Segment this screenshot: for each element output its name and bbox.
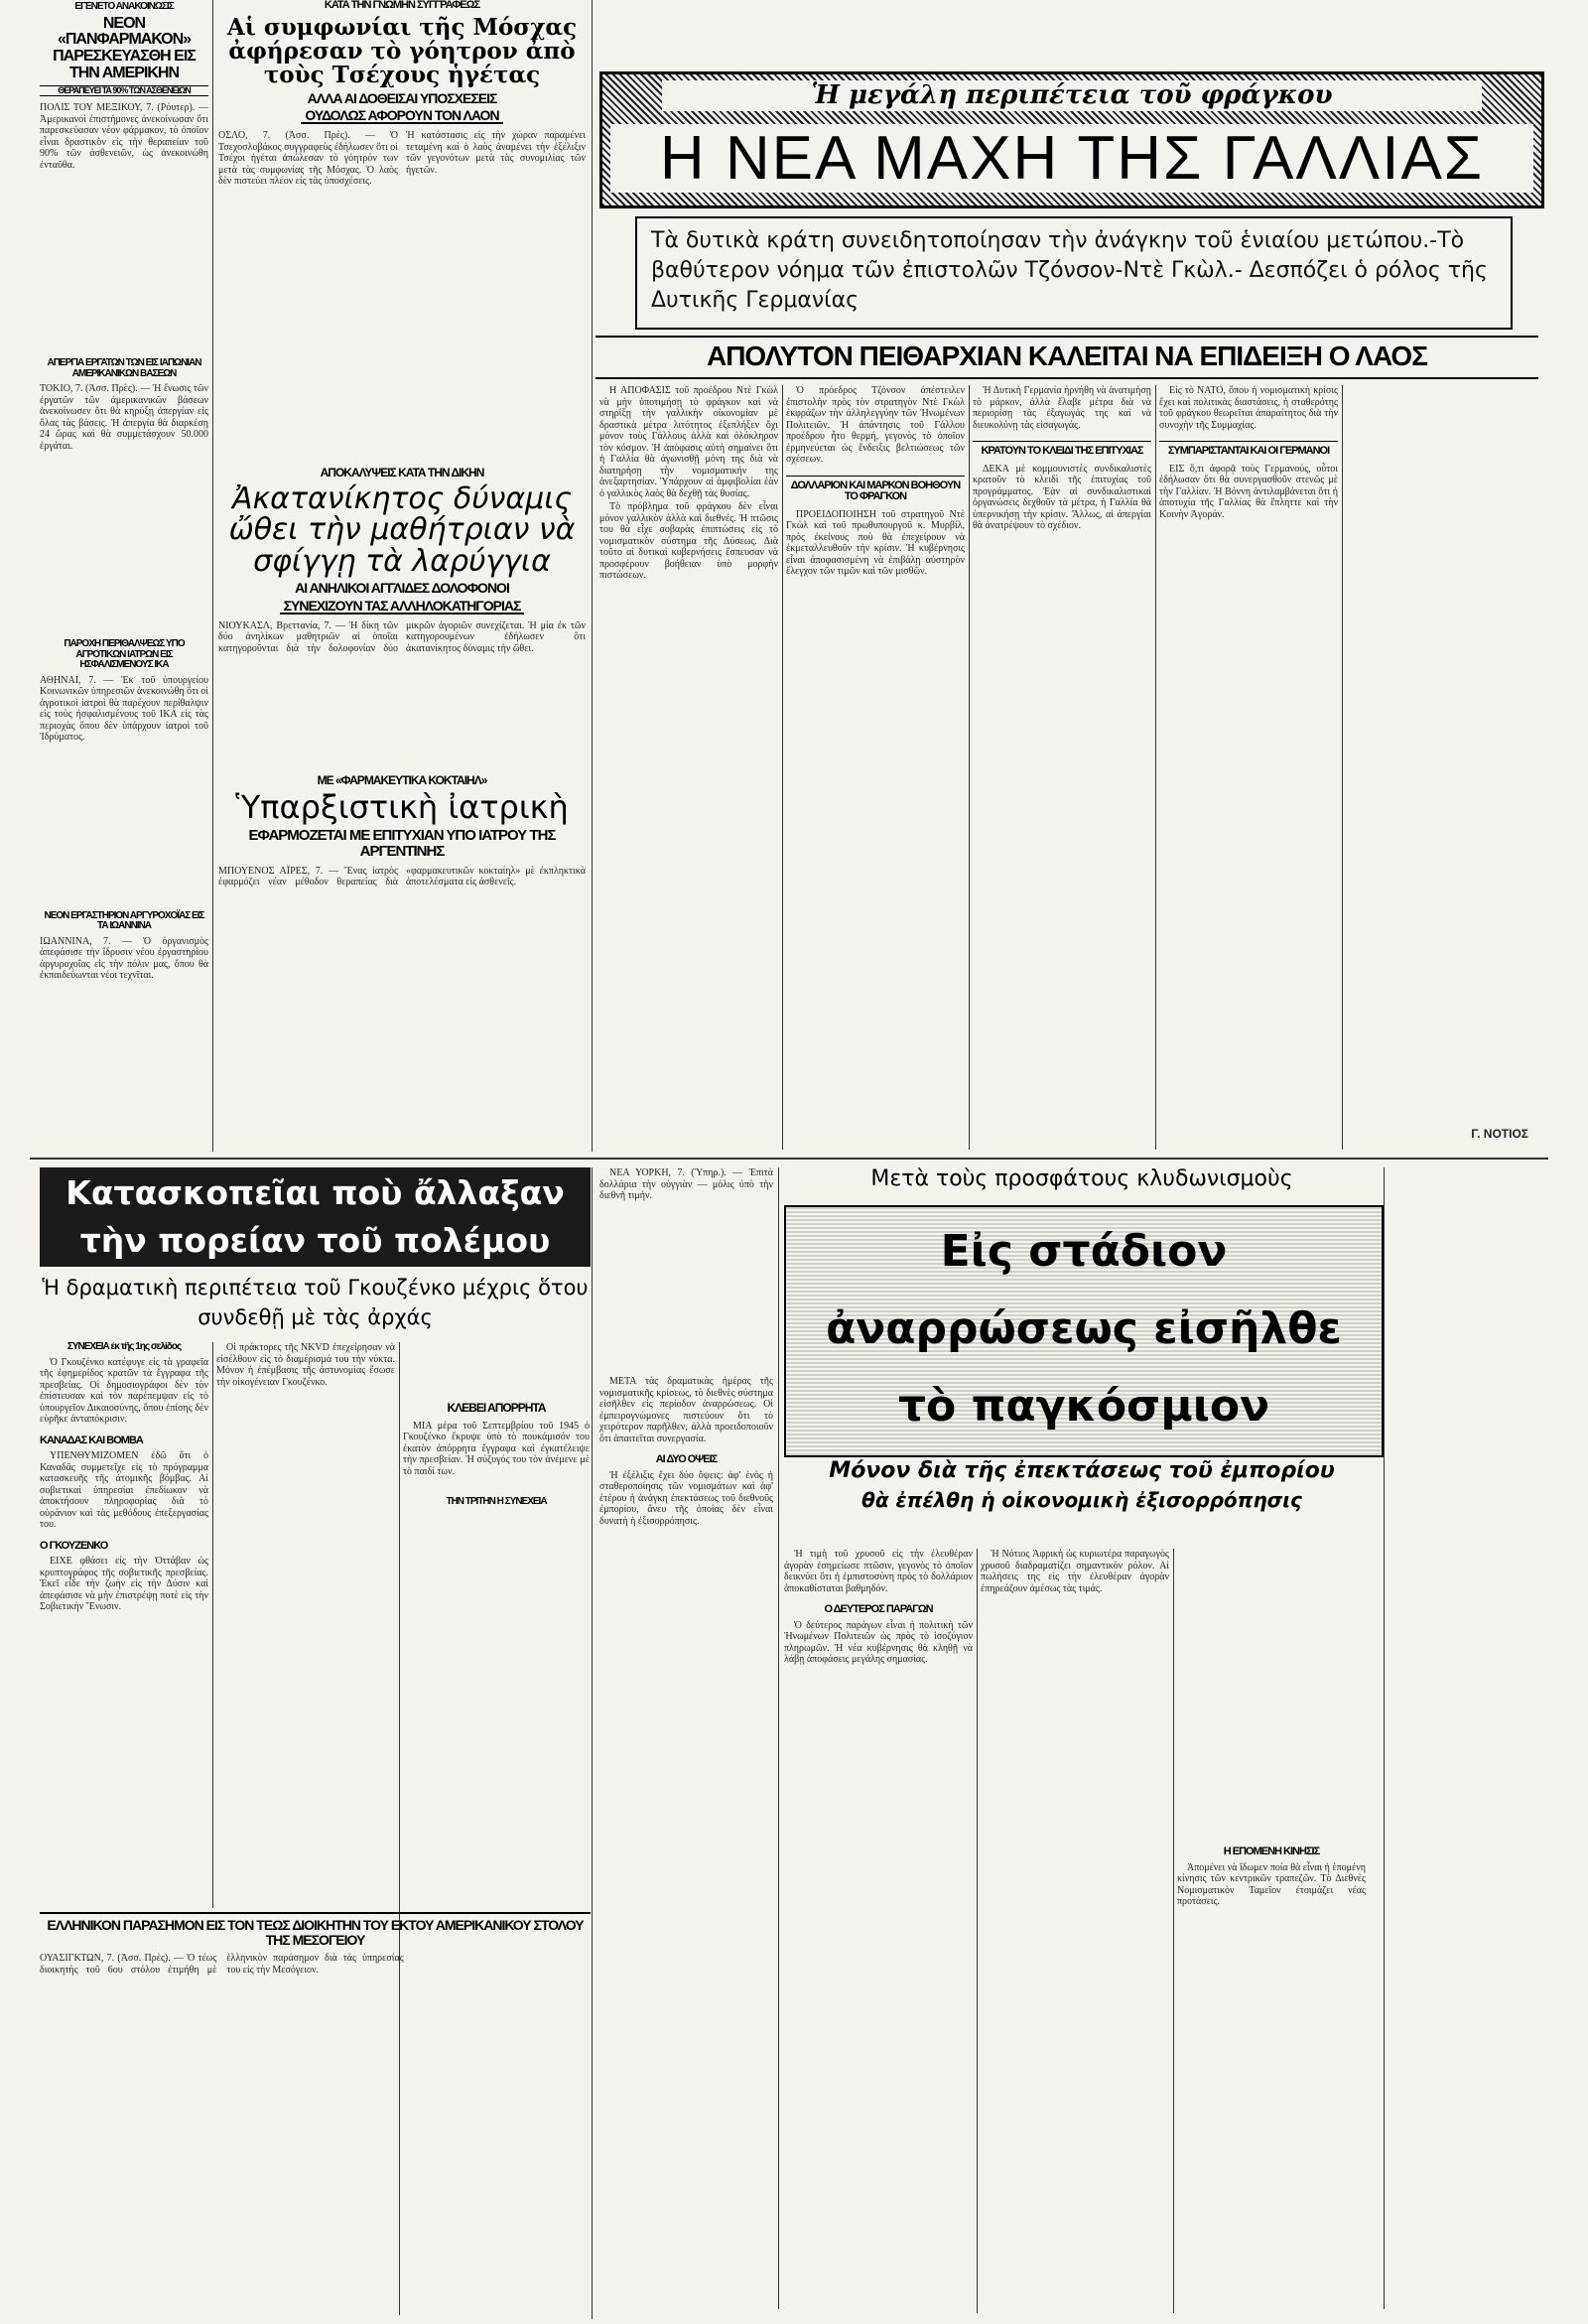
monetary-col-1 — [599, 1376, 773, 2309]
france-body-4: ΠΡΟΕΙΔΟΠΟΙΗΣΗ τοῦ στρατηγοῦ Ντὲ Γκὼλ καὶ τοῦ πρωθυπουργοῦ κ. Μυρβίλ, πρὸς ἐκείνους ποὺ θὰ ἐπεχείρουν νὰ ἐκμεταλλευθοῦν τὴν κρίσιν. Ἡ κυβέρνησις εἶναι ἀποφασισμένη νὰ ἐπιβάλῃ αὐστηρὸν ἔλεγχον τῶν τιμῶν καὶ τῶν μισθῶν. — [786, 508, 965, 578]
france-banner-kicker: Ἡ μεγάλη περιπέτεια τοῦ φράγκου — [811, 80, 1333, 110]
spies-body-5: Οἱ πράκτορες τῆς NKVD ἐπεχείρησαν νὰ εἰσέλθουν εἰς τὸ διαμέρισμά του τὴν νύκτα. Μόνον ἡ ἐπέμβασις τῆς ἀστυνομίας ἔσωσε τὴν οἰκογένειαν Γκουζένκο. — [216, 1342, 395, 1388]
admiral-title: ΕΛΛΗΝΙΚΟΝ ΠΑΡΑΣΗΜΟΝ ΕΙΣ ΤΟΝ ΤΕΩΣ ΔΙΟΙΚΗΤΗΝ ΤΟΥ ΕΚΤΟΥ ΑΜΕΡΙΚΑΝΙΚΟΥ ΣΤΟΛΟΥ ΤΗΣ ΜΕΣΟΓΕΙΟΥ — [47, 1917, 584, 1948]
medicine-sub: ΕΦΑΡΜΟΖΕΤΑΙ ΜΕ ΕΠΙΤΥΧΙΑΝ ΥΠΟ ΙΑΤΡΟΥ ΤΗΣ ΑΡΓΕΝΤΙΝΗΣ — [248, 827, 556, 860]
left-body-4: ΙΩΑΝΝΙΝΑ, 7. — Ὁ ὀργανισμὸς ἀπεφάσισε τὴν ἵδρυσιν νέου ἐργαστηρίου ἀργυροχοΐας εἰς τὴν πόλιν μας, ὅπου θὰ ἐκπαιδεύωνται νέοι τεχνῖται. — [40, 935, 208, 982]
spies-sub-canada: ΚΑΝΑΔΑΣ ΚΑΙ ΒΟΜΒΑ — [40, 1434, 143, 1446]
france-body-8: ΕΙΣ ὅ,τι ἀφορᾷ τοὺς Γερμανούς, οὗτοι ἐδήλωσαν ὅτι θὰ συνεργασθοῦν στενῶς μὲ τὴν Γαλλίαν. Ἡ Βόννη ἀντιλαμβάνεται ὅτι ἡ ἀποτυχία τῆς Γαλλίας θὰ ἔπληττε καὶ τὴν Κοινὴν Ἀγοράν. — [1159, 463, 1338, 520]
moscow-body-b: Ἡ κατάστασις εἰς τὴν χώραν παραμένει τεταμένη καὶ ὁ λαὸς ἀναμένει τὴν ἐξέλιξιν τῶν γεγονότων μετὰ τὰς συνομιλίας τῶν ἡγετῶν. — [406, 130, 586, 176]
spies-cont: ΣΥΝΕΧΕΙΑ ἐκ τῆς 1ης σελίδος — [66, 1342, 182, 1352]
france-col-2 — [786, 385, 965, 1160]
moscow-sub2: ΟΥΔΟΛΩΣ ΑΦΟΡΟΥΝ ΤΟΝ ΛΑΟΝ — [301, 108, 502, 125]
france-sub-keys: ΚΡΑΤΟΥΝ ΤΟ ΚΛΕΙΔΙ ΤΗΣ ΕΠΙΤΥΧΙΑΣ — [973, 441, 1151, 458]
monetary-kicker-box — [784, 1167, 1380, 1201]
monetary-col-2 — [784, 1549, 973, 2313]
spies-body-2: ΥΠΕΝΘΥΜΙΖΟΜΕΝ ἐδῶ ὅτι ὁ Καναδᾶς συμμετεῖχε εἰς τὸ πρόγραμμα κατασκευῆς τῆς ἀτομικῆς βόμβας. Αἱ σοβιετικαὶ ὑπηρεσίαι ἐπεδίωκον νὰ ἀποκτήσουν πληροφορίας διὰ τὸ οὐράνιον καὶ τὰς μεθόδους ἐπεξεργασίας του. — [40, 1450, 208, 1531]
spies-col-2 — [216, 1342, 395, 1908]
france-author: Γ. ΝΟΤΙΟΣ — [1471, 1126, 1528, 1141]
moscow-body-a: ΟΣΛΟ, 7. (Ἀσσ. Πρὲς). — Ὁ Τσεχοσλοβάκος συγγραφεὺς ἐδήλωσεν ὅτι οἱ Τσέχοι ἡγέται ἀπώλεσαν τὸ γόητρόν των μετὰ τὰς συμφωνίας τῆς Μόσχας. Ὁ λαὸς δὲν πιστεύει πλέον εἰς τὰς ὑποσχέσεις. — [218, 130, 398, 188]
monetary-sub-two: ΑΙ ΔΥΟ ΟΨΕΙΣ — [655, 1453, 718, 1465]
france-body-3: Ὁ πρόεδρος Τζόνσον ἀπέστειλεν ἐπιστολὴν πρὸς τὸν στρατηγὸν Ντὲ Γκὼλ ἐκφράζων τὴν ἀλληλεγγύην τῶν Ἡνωμένων Πολιτειῶν. Ἡ ἀπάντησις τοῦ Γάλλου προέδρου ἦτο θερμή, γεγονὸς τὸ ὁποῖον ἑρμηνεύεται ὡς ἔνδειξις βελτιώσεως τῶν σχέσεων. — [786, 385, 965, 465]
trial-title: Ἀκατανίκητος δύναμις ὤθει τὴν μαθήτριαν νὰ σφίγγῃ τὰ λαρύγγια — [228, 480, 576, 579]
left-body-2: ΤΟΚΙΟ, 7. (Ἀσσ. Πρὲς). — Ἡ ἕνωσις τῶν ἐργατῶν τῶν ἀμερικανικῶν βάσεων ἀνεκοίνωσεν ὅτι θὰ κηρύξῃ ἀπεργίαν εἰς ὅλας τὰς βάσεις. Ἡ ἀπεργία θὰ διαρκέσῃ 24 ὥρας καὶ θὰ συμμετάσχουν 50.000 ἐργάται. — [40, 383, 208, 452]
france-col-4 — [1159, 385, 1338, 1160]
spies-title-box — [40, 1167, 591, 1267]
spies-sub-box — [40, 1273, 591, 1334]
monetary-body-1: ΜΕΤΑ τὰς δραματικὰς ἡμέρας τῆς νομισματικῆς κρίσεως, τὸ διεθνὲς σύστημα εἰσῆλθεν εἰς περίοδον ἀναρρώσεως. Οἱ ἐμπειρογνώμονες πιστεύουν ὅτι τὸ χειρότερον παρῆλθεν, ἀλλὰ προειδοποιοῦν ὅτι ἀπαιτεῖται συνεργασία. — [599, 1376, 773, 1444]
france-body-5: Ἡ Δυτικὴ Γερμανία ἠρνήθη νὰ ἀνατιμήσῃ τὸ μάρκον, ἀλλὰ ἔλαβε μέτρα διὰ νὰ περιορίσῃ τὰς ἐξαγωγάς της καὶ νὰ διευκολύνῃ τὰς εἰσαγωγάς. — [973, 385, 1151, 431]
spies-sub-secret: ΚΛΕΒΕΙ ΑΠΟΡΡΗΤΑ — [447, 1401, 546, 1415]
france-banner — [599, 71, 1544, 208]
france-sub-dollar: ΔΟΛΛΑΡΙΟΝ ΚΑΙ ΜΑΡΚΟΝ ΒΟΗΘΟΥΝ ΤΟ ΦΡΑΓΚΟΝ — [786, 476, 965, 503]
france-deck-text: Τὰ δυτικὰ κράτη συνειδητοποίησαν τὴν ἀνάγκην τοῦ ἑνιαίου μετώπου.-Τὸ βαθύτερον νόημα τῶν ἐπιστολῶν Τζόνσον-Ντὲ Γκὼλ.- Δεσπόζει ὁ ρόλος τῆς Δυτικῆς Γερμανίας — [651, 228, 1488, 313]
moscow-title: Αἱ συμφωνίαι τῆς Μόσχας ἀφήρεσαν τὸ γόητρον ἀπὸ τοὺς Τσέχους ἡγέτας — [226, 13, 578, 88]
left-heading-4: ΝΕΟΝ ΕΡΓΑΣΤΗΡΙΟΝ ΑΡΓΥΡΟΧΟΪΑΣ ΕΙΣ ΤΑ ΙΩΑΝΝΙΝΑ — [44, 909, 204, 932]
france-col-1 — [599, 385, 778, 1160]
monetary-kicker: Μετὰ τοὺς προσφάτους κλυδωνισμοὺς — [870, 1167, 1293, 1191]
spies-fin: ΤΗΝ ΤΡΙΤΗΝ Η ΣΥΝΕΧΕΙΑ — [446, 1496, 547, 1508]
left-body-3: ΑΘΗΝΑΙ, 7. — Ἐκ τοῦ ὑπουργείου Κοινωνικῶν ὑπηρεσιῶν ἀνεκοινώθη ὅτι οἱ ἀγροτικοὶ ἰατροὶ θὰ παρέχουν περίθαλψιν εἰς τοὺς ἠσφαλισμένους τοῦ ΙΚΑ εἰς τὰς περιοχὰς ὅπου δὲν ὑπάρχουν ἰατροὶ τοῦ Ἱδρύματος. — [40, 674, 208, 744]
moscow-sub1: ΑΛΛΑ ΑΙ ΔΟΘΕΙΣΑΙ ΥΠΟΣΧΕΣΕΙΣ — [307, 89, 497, 106]
trial-article — [218, 467, 586, 764]
left-subtitle: ΘΕΡΑΠΕΥΕΙ ΤΑ 90% ΤΩΝ ΑΣΘΕΝΕΙΩΝ — [40, 85, 208, 96]
monetary-body-6: Ἀπομένει νὰ ἴδωμεν ποία θὰ εἶναι ἡ ἑπομένη κίνησις τῶν κεντρικῶν τραπεζῶν. Τὸ Διεθνὲς Νομισματικὸν Ταμεῖον ἐτοιμάζει νέας προτάσεις. — [1177, 1861, 1366, 1908]
spies-body-4: ΜΙΑ μέρα τοῦ Σεπτεμβρίου τοῦ 1945 ὁ Γκουζένκο ἔκρυψε ὑπὸ τὸ πουκάμισόν του ἑκατὸν ἀπόρρητα ἔγγραφα καὶ ἐγκατέλειψε τὴν πρεσβείαν. Ἡ σύζυγός του τὸν ἀνέμενε μὲ τὸ παιδί των. — [403, 1420, 590, 1477]
spies-sub: Ἡ δραματικὴ περιπέτεια τοῦ Γκουζένκο μέχρις ὅτου συνδεθῇ μὲ τὰς ἀρχάς — [42, 1276, 589, 1329]
spies-sub-gouz: Ο ΓΚΟΥΖΕΝΚΟ — [40, 1539, 108, 1552]
france-banner-title: Η ΝΕΑ ΜΑΧΗ ΤΗΣ ΓΑΛΛΙΑΣ — [659, 124, 1485, 193]
moscow-kicker: ΚΑΤΑ ΤΗΝ ΓΝΩΜΗΝ ΣΥΓΓΡΑΦΕΩΣ — [324, 0, 480, 11]
monetary-sub1: Μόνον διὰ τῆς ἐπεκτάσεως τοῦ ἐμπορίου — [829, 1459, 1335, 1483]
spies-body-1: Ὁ Γκουζένκο κατέφυγε εἰς τὰ γραφεῖα τῆς ἐφημερίδος κρατῶν τὰ ἔγγραφα τῆς πρεσβείας. Οἱ δημοσιογράφοι δὲν τὸν ἐπίστευσαν καὶ τὸν παρέπεμψαν εἰς τὸ ὑπουργεῖον Δικαιοσύνης, ὅπου ἐπίσης δὲν εὑρῆκε ἀνταπόκρισιν. — [40, 1356, 208, 1425]
france-headline — [596, 336, 1538, 379]
trial-body: ΝΙΟΥΚΑΣΛ, Βρεττανία, 7. — Ἡ δίκη τῶν δύο ἀνηλίκων μαθητριῶν αἱ ὁποῖαι κατηγοροῦνται διὰ τὴν δολοφονίαν δύο μικρῶν ἀγοριῶν συνεχίζεται. Ἡ μία ἐκ τῶν κατηγορουμένων ἐδήλωσεν ὅτι ἀκατανίκητος δύναμις τὴν ὤθει. — [218, 619, 586, 654]
france-col-3 — [973, 385, 1151, 1160]
monetary-body-3: Ἡ ἐξέλιξις ἔχει δύο ὄψεις: ἀφ' ἑνὸς ἡ σταθεροποίησις τῶν νομισμάτων καὶ ἀφ' ἑτέρου ἡ ἀνάγκη ἐπεκτάσεως τοῦ διεθνοῦς ἐμπορίου, ἄνευ τῆς ὁποίας δὲν εἶναι δυνατὴ ἡ ἐξισορρόπησις. — [599, 1469, 773, 1527]
france-body-6: ΔΕΚΑ μὲ κομμουνιστὲς συνδικαλιστὲς κρατοῦν τὸ κλειδὶ τῆς ἐπιτυχίας τοῦ προγράμματος. Ἐὰν αἱ συνδικαλιστικαὶ ὀργανώσεις δεχθοῦν τὰ μέτρα, ἡ Γαλλία θὰ ὑπερνικήσῃ τὴν κρίσιν. Ἄλλως, αἱ ἀπεργίαι θὰ ἀνατρέψουν τὸ σχέδιον. — [973, 463, 1151, 532]
moscow-article — [218, 0, 586, 467]
monetary-title: Εἰς στάδιον ἀναρρώσεως εἰσῆλθε τὸ παγκόσμιον — [786, 1207, 1382, 1457]
monetary-sub-box — [784, 1459, 1380, 1535]
monetary-col-3 — [981, 1549, 1169, 2313]
trial-kicker: ΑΠΟΚΑΛΥΨΕΙΣ ΚΑΤΑ ΤΗΝ ΔΙΚΗΝ — [320, 467, 484, 479]
admiral-article — [40, 1912, 591, 2311]
france-headline-text: ΑΠΟΛΥΤΟΝ ΠΕΙΘΑΡΧΙΑΝ ΚΑΛΕΙΤΑΙ ΝΑ ΕΠΙΔΕΙΞΗ Ο ΛΑΟΣ — [706, 341, 1428, 371]
monetary-col-4 — [1177, 1549, 1366, 2313]
left-heading-3: ΠΑΡΟΧΗ ΠΕΡΙΘΑΛΨΕΩΣ ΥΠΟ ΑΓΡΟΤΙΚΩΝ ΙΑΤΡΩΝ ΕΙΣ ΗΣΦΑΛΙΣΜΕΝΟΥΣ ΙΚΑ — [64, 638, 185, 671]
france-col-5 — [1346, 385, 1538, 1160]
france-body-1: Η ΑΠΟΦΑΣΙΣ τοῦ προέδρου Ντὲ Γκὼλ νὰ μὴν ὑποτιμήσῃ τὸ φράγκον καὶ νὰ στηρίξῃ τὴν γαλλικὴν οἰκονομίαν μὲ δραστικὰ μέτρα λιτότητος ἐξεπλήξεν ὄχι μόνον τοὺς Γάλλους ἀλλὰ καὶ ὁλόκληρον τὸν κόσμον. Ἡ ἀπόφασις αὐτὴ σημαίνει ὅτι ἡ Γαλλία θὰ ἀγωνισθῇ μόνη της διὰ νὰ διατηρήσῃ τὴν νομισματικήν της ἀνεξαρτησίαν. Ὑπάρχουν αἱ ἀμφιβολίαι ἐὰν ὁ γαλλικὸς λαὸς θὰ δεχθῇ τὰς θυσίας. — [599, 385, 778, 499]
monetary-sub-second: Ο ΔΕΥΤΕΡΟΣ ΠΑΡΑΓΩΝ — [824, 1603, 933, 1615]
left-heading-2: ΑΠΕΡΓΙΑ ΕΡΓΑΤΩΝ ΤΩΝ ΕΙΣ ΙΑΠΩΝΙΑΝ ΑΜΕΡΙΚΑΝΙΚΩΝ ΒΑΣΕΩΝ — [47, 357, 201, 379]
left-column — [40, 0, 208, 1162]
spies-title: Κατασκοπεῖαι ποὺ ἄλλαξαν τὴν πορείαν τοῦ πολέμου — [66, 1173, 565, 1260]
monetary-sub2: θὰ ἐπέλθη ἡ οἰκονομικὴ ἐξισορρόπησις — [861, 1488, 1302, 1513]
spies-col-3 — [403, 1342, 590, 1908]
france-body-2: Τὸ πρόβλημα τοῦ φράγκου δὲν εἶναι μόνον γαλλικὸν ἀλλὰ καὶ διεθνές. Ἡ πτῶσις του θὰ εἶχε σοβαρὰς ἐπιπτώσεις εἰς τὸ νομισματικὸν σύστημα τῆς Δύσεως. Διὰ τοῦτο αἱ δυτικαὶ κυβερνήσεις ἔσπευσαν νὰ προσφέρουν βοήθειαν ὑπὸ μορφὴν πιστώσεων. — [599, 501, 778, 581]
trial-sub2: ΣΥΝΕΧΙΖΟΥΝ ΤΑΣ ΑΛΛΗΛΟΚΑΤΗΓΟΡΙΑΣ — [280, 599, 525, 615]
monetary-dateline: ΝΕΑ ΥΟΡΚΗ, 7. (Ὑπηρ.). — Ἐπιτὰ δολλάρια τὴν οὐγγιὰν — μόλις ὑπὸ τὴν διεθνῆ τιμήν. — [599, 1167, 773, 1201]
monetary-body-4: Ὁ δεύτερος παράγων εἶναι ἡ πολιτικὴ τῶν Ἡνωμένων Πολιτειῶν ὡς πρὸς τὸ ἰσοζύγιον πληρωμῶν. Ἡ νέα κυβέρνησις θὰ κληθῇ νὰ λάβῃ ἀποφάσεις μεγάλης σημασίας. — [784, 1619, 973, 1666]
monetary-col-5 — [1388, 1167, 1538, 2309]
spies-body-3: ΕΙΧΕ φθάσει εἰς τὴν Ὀττάβαν ὡς κρυπτογράφος τῆς σοβιετικῆς πρεσβείας. Ἐκεῖ εἶδε τὴν ζωὴν εἰς τὴν Δύσιν καὶ ἀπεφάσισε νὰ μὴν ἐπιστρέψῃ ποτὲ εἰς τὴν Σοβιετικὴν Ἕνωσιν. — [40, 1556, 208, 1613]
spies-col-1 — [40, 1342, 208, 1908]
medicine-kicker: ΜΕ «ΦΑΡΜΑΚΕΥΤΙΚΑ ΚΟΚΤΑΙΗΛ» — [317, 774, 487, 787]
admiral-body: ΟΥΑΣΙΓΚΤΩΝ, 7. (Ἀσσ. Πρὲς). — Ὁ τέως διοικητὴς τοῦ 6ου στόλου ἐτιμήθη μὲ ἑλληνικὸν παράσημον διὰ τὰς ὑπηρεσίας του εἰς τὴν Μεσόγειον. — [40, 1953, 404, 1976]
monetary-sub-next: Η ΕΠΟΜΕΝΗ ΚΙΝΗΣΙΣ — [1223, 1846, 1320, 1857]
monetary-body-2: Ἡ τιμὴ τοῦ χρυσοῦ εἰς τὴν ἐλευθέραν ἀγορὰν ἐσημείωσε πτῶσιν, γεγονὸς τὸ ὁποῖον δεικνύει ὅτι ἡ ἐμπιστοσύνη πρὸς τὸ δολλάριον ἀποκαθίσταται βαθμηδόν. — [784, 1549, 973, 1594]
left-kicker: ΕΓΕΝΕΤΟ ΑΝΑΚΟΙΝΩΣΙΣ — [74, 1, 174, 12]
left-body-1: ΠΟΛΙΣ ΤΟΥ ΜΕΞΙΚΟΥ, 7. (Ρόυτερ). — Ἀμερικανοὶ ἐπιστήμονες ἀνεκοίνωσαν ὅτι παρεσκεύασαν νέον φάρμακον, τὸ ὁποῖον εἶναι δραστικὸν εἰς τὴν θεραπείαν τοῦ 90% τῶν ἀσθενειῶν, ὡς ἀνεκοινώθη ἐνταῦθα. — [40, 102, 208, 171]
france-body-7: Εἰς τὸ ΝΑΤΟ, ὅπου ἡ νομισματικὴ κρίσις ἔχει καὶ πολιτικὰς διαστάσεις, ἡ σταθερότης τοῦ φράγκου θεωρεῖται ἀπαραίτητος διὰ τὴν συνοχὴν τῆς Συμμαχίας. — [1159, 385, 1338, 431]
trial-sub1: ΑΙ ΑΝΗΛΙΚΟΙ ΑΓΓΛΙΔΕΣ ΔΟΛΟΦΟΝΟΙ — [295, 580, 509, 597]
medicine-article — [218, 774, 586, 1152]
france-sub-germans: ΣΥΜΠΑΡΙΣΤΑΝΤΑΙ ΚΑΙ ΟΙ ΓΕΡΜΑΝΟΙ — [1159, 441, 1338, 458]
monetary-body-5: Ἡ Νότιος Ἀφρικὴ ὡς κυριωτέρα παραγωγὸς χρυσοῦ διαδραματίζει σημαντικὸν ρόλον. Αἱ πωλήσεις της εἰς τὴν ἐλευθέραν ἀγορὰν ἐπηρεάζουν ἀμέσως τὰς τιμάς. — [981, 1549, 1169, 1594]
medicine-title: Ὑπαρξιστικὴ ἰατρικὴ — [235, 787, 569, 826]
monetary-title-box — [784, 1205, 1384, 1457]
left-title: ΝΕΟΝ «ΠΑΝΦΑΡΜΑΚΟΝ» ΠΑΡΕΣΚΕΥΑΣΘΗ ΕΙΣ ΤΗΝ ΑΜΕΡΙΚΗΝ — [53, 14, 196, 81]
medicine-body: ΜΠΟΥΕΝΟΣ ΑΪΡΕΣ, 7. — Ἕνας ἰατρὸς ἐφαρμόζει νέαν μέθοδον θεραπείας διὰ «φαρμακευτικῶν κοκταίηλ» μὲ ἐκπληκτικὰ ἀποτελέσματα εἰς ἀσθενεῖς. — [218, 865, 586, 889]
monetary-dateline-col — [599, 1167, 773, 1366]
france-deck — [635, 216, 1513, 330]
